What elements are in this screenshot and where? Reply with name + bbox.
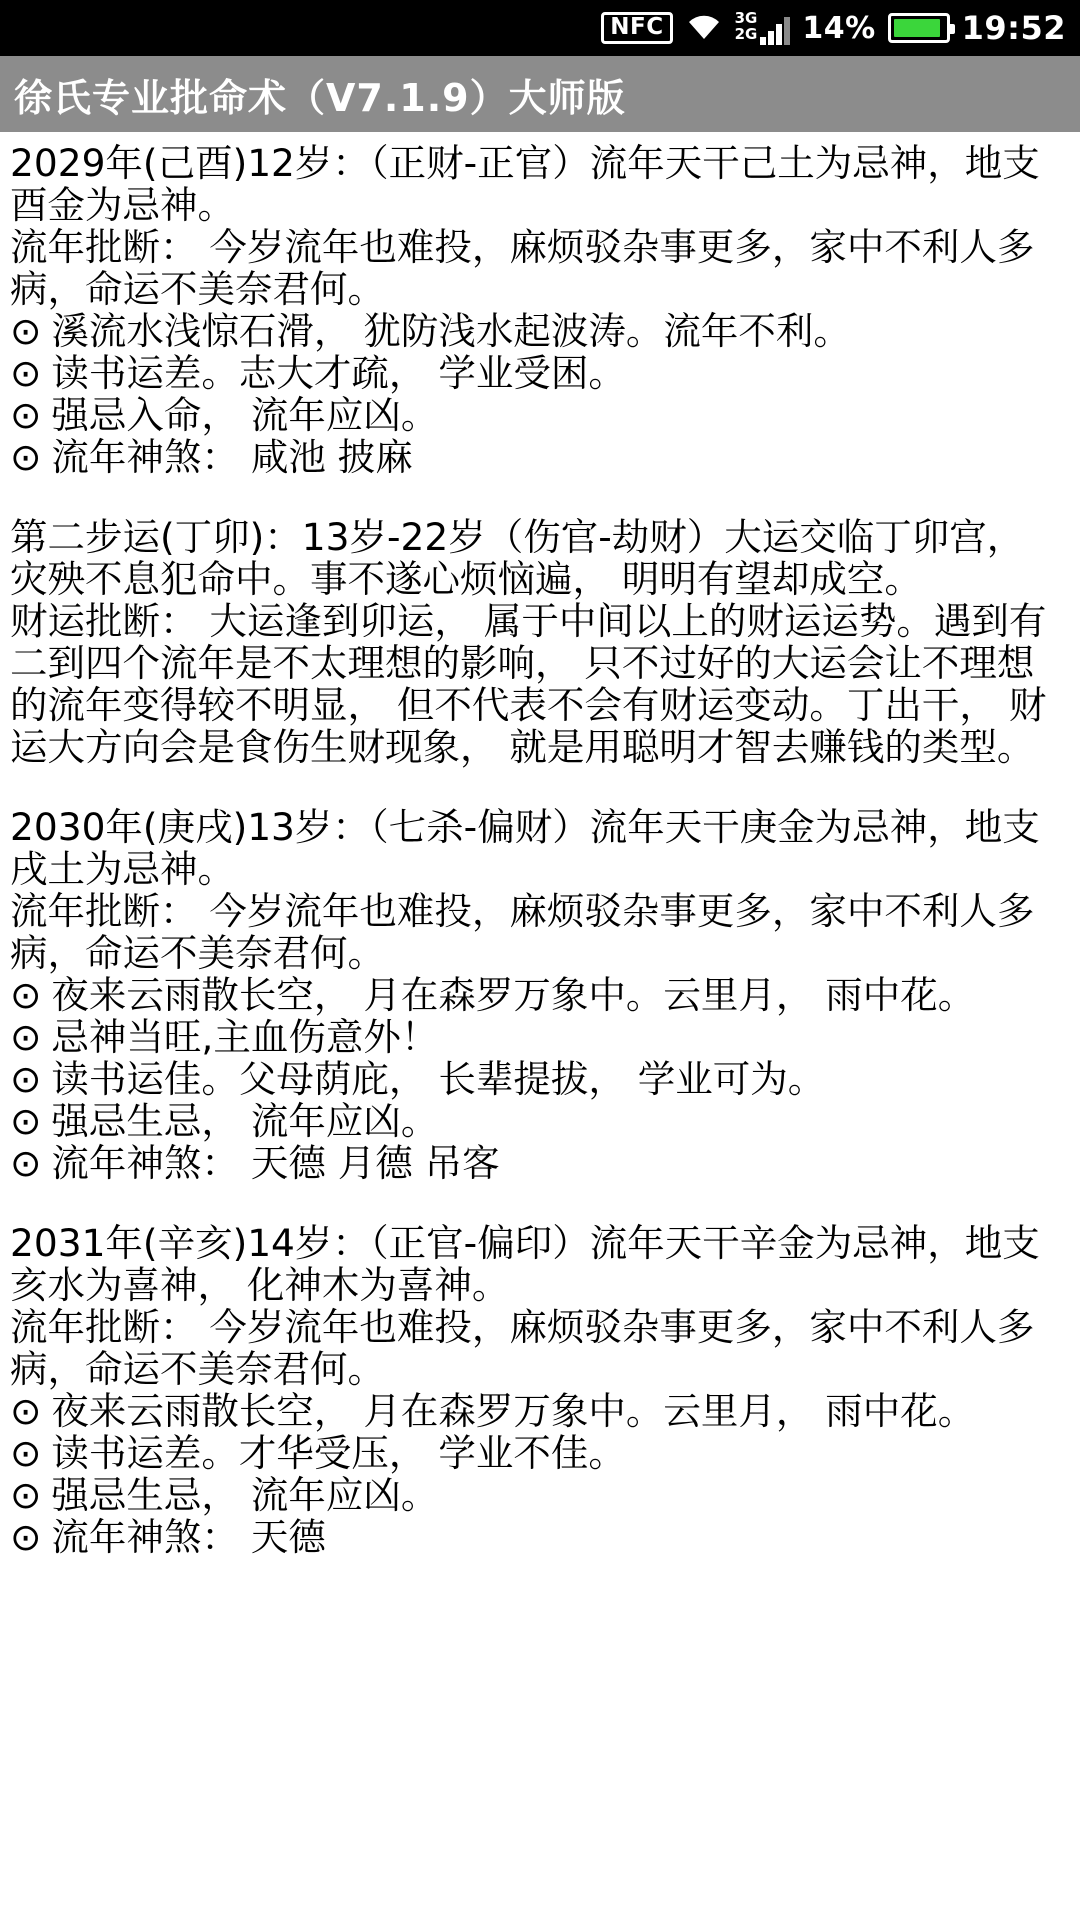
bullet-text: 流年神煞： 天德 月德 吊客 — [51, 1141, 500, 1185]
bullet-mark-icon: ⊙ — [10, 1389, 42, 1433]
bullet-mark-icon: ⊙ — [10, 973, 42, 1017]
network-primary-label: 3G — [734, 9, 758, 28]
block-spacer — [10, 1184, 1070, 1222]
status-bar-right-cluster — [601, 9, 1066, 47]
page-title: 徐氏专业批命术（V7.1.9）大师版 — [14, 75, 626, 120]
reading-paragraph: 2030年(庚戌)13岁：（七杀-偏财）流年天干庚金为忌神，地支戌土为忌神。 — [10, 805, 1040, 891]
bullet-mark-icon: ⊙ — [10, 1015, 42, 1059]
bullet-text: 流年神煞： 天德 — [51, 1515, 326, 1559]
bullet-text: 强忌生忌， 流年应凶。 — [51, 1473, 439, 1517]
reading-bullet — [10, 1142, 1070, 1184]
bullet-text: 读书运差。才华受压， 学业不佳。 — [51, 1431, 626, 1475]
reading-paragraph: 财运批断： 大运逢到卯运， 属于中间以上的财运运势。遇到有二到四个流年是不太理想的影响， 只不过好的大运会让不理想的流年变得较不明显， 但不代表不会有财运变动。丁出干， 财运大方向会是食伤生财现象， 就是用聪明才智去赚钱的类型。 — [10, 599, 1047, 769]
reading-paragraph: 第二步运(丁卯)：13岁-22岁（伤官-劫财）大运交临丁卯宫， 灾殃不息犯命中。事不遂心烦恼遍， 明明有望却成空。 — [10, 515, 1025, 601]
signal-bar-group — [760, 15, 790, 45]
reading-bullet — [10, 436, 1070, 478]
reading-bullet — [10, 352, 1070, 394]
bullet-text: 流年神煞： 咸池 披麻 — [51, 435, 413, 479]
reading-paragraph: 2031年(辛亥)14岁：（正官-偏印）流年天干辛金为忌神，地支亥水为喜神， 化神木为喜神。 — [10, 1221, 1040, 1307]
reading-bullet — [10, 1432, 1070, 1474]
reading-bullet — [10, 394, 1070, 436]
reading-block — [10, 806, 1070, 1184]
bullet-text: 夜来云雨散长空， 月在森罗万象中。云里月， 雨中花。 — [51, 1389, 976, 1433]
reading-block — [10, 516, 1070, 768]
app-title-bar — [0, 56, 1080, 132]
reading-bullet — [10, 1474, 1070, 1516]
bullet-mark-icon: ⊙ — [10, 1473, 42, 1517]
battery-icon — [888, 13, 950, 43]
reading-block — [10, 1222, 1070, 1558]
bullet-mark-icon: ⊙ — [10, 1057, 42, 1101]
reading-bullet — [10, 1516, 1070, 1558]
reading-bullet — [10, 1100, 1070, 1142]
reading-bullet — [10, 1058, 1070, 1100]
bullet-text: 溪流水浅惊石滑， 犹防浅水起波涛。流年不利。 — [51, 309, 851, 353]
bullet-mark-icon: ⊙ — [10, 1099, 42, 1143]
bullet-mark-icon: ⊙ — [10, 1141, 42, 1185]
bullet-text: 强忌入命， 流年应凶。 — [51, 393, 439, 437]
bullet-text: 强忌生忌， 流年应凶。 — [51, 1099, 439, 1143]
reading-block — [10, 142, 1070, 478]
wifi-icon — [685, 11, 723, 45]
reading-bullet — [10, 1016, 1070, 1058]
block-spacer — [10, 768, 1070, 806]
reading-paragraph: 流年批断： 今岁流年也难投，麻烦驳杂事更多，家中不利人多病，命运不美奈君何。 — [10, 1305, 1035, 1391]
bullet-mark-icon: ⊙ — [10, 1515, 42, 1559]
reading-bullet — [10, 1390, 1070, 1432]
bullet-mark-icon: ⊙ — [10, 309, 42, 353]
nfc-icon: NFC — [601, 12, 672, 44]
reading-paragraph: 流年批断： 今岁流年也难投，麻烦驳杂事更多，家中不利人多病，命运不美奈君何。 — [10, 225, 1035, 311]
reading-bullet — [10, 974, 1070, 1016]
fortune-reading-content[interactable] — [0, 132, 1080, 1920]
bullet-mark-icon: ⊙ — [10, 1431, 42, 1475]
reading-paragraph: 流年批断： 今岁流年也难投，麻烦驳杂事更多，家中不利人多病，命运不美奈君何。 — [10, 889, 1035, 975]
block-spacer — [10, 478, 1070, 516]
bullet-text: 忌神当旺,主血伤意外！ — [51, 1015, 439, 1059]
network-type-labels — [735, 11, 758, 43]
bullet-mark-icon: ⊙ — [10, 435, 42, 479]
bullet-text: 读书运差。志大才疏， 学业受困。 — [51, 351, 626, 395]
bullet-mark-icon: ⊙ — [10, 393, 42, 437]
network-secondary-label: 2G — [734, 25, 758, 43]
reading-bullet — [10, 310, 1070, 352]
battery-percent-label: 14% — [802, 10, 876, 46]
status-bar — [0, 0, 1080, 56]
reading-paragraph: 2029年(己酉)12岁：（正财-正官）流年天干己土为忌神，地支酉金为忌神。 — [10, 141, 1040, 227]
bullet-text: 夜来云雨散长空， 月在森罗万象中。云里月， 雨中花。 — [51, 973, 976, 1017]
bullet-mark-icon: ⊙ — [10, 351, 42, 395]
bullet-text: 读书运佳。父母荫庇， 长辈提拔， 学业可为。 — [51, 1057, 826, 1101]
signal-bars-icon — [735, 11, 791, 45]
status-bar-clock: 19:52 — [961, 9, 1066, 47]
